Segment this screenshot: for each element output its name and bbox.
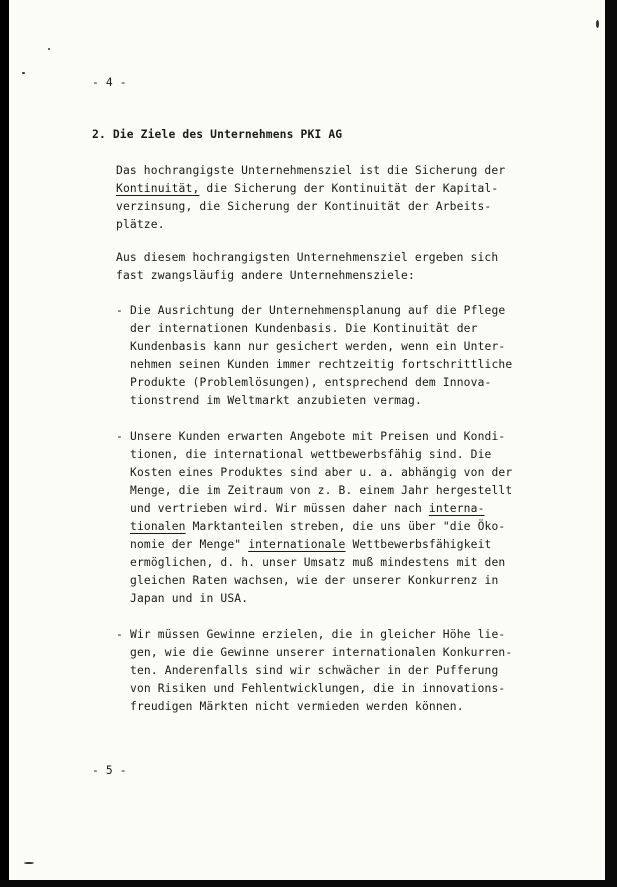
bullet-2-line: tionen, die international wettbewerbsfähig sind. Die	[130, 448, 492, 461]
scan-edge-right	[605, 0, 617, 887]
bullet-2-line: Menge, die im Zeitraum von z. B. einem Jahr hergestellt	[130, 484, 513, 497]
bullet-3-marker: -	[116, 628, 123, 641]
bullet-2-line: Kosten eines Produktes sind aber u. a. abhängig von der	[130, 466, 513, 479]
text-span: nomie der Menge"	[130, 538, 249, 551]
scan-speck	[596, 20, 599, 28]
bullet-1-line: Produkte (Problemlösungen), entsprechend dem Innova-	[130, 376, 492, 389]
text-span: die Sicherung der Kontinuität der Kapital-	[199, 182, 499, 195]
bullet-1-line: der internationen Kundenbasis. Die Kontinuität der	[130, 322, 478, 335]
scan-edge-bottom	[0, 880, 617, 887]
paragraph-2-line-2: fast zwangsläufig andere Unternehmensziele:	[116, 269, 415, 282]
bullet-2-marker: -	[116, 430, 123, 443]
underlined-term: tionalen	[130, 520, 186, 533]
bullet-2-line	[130, 538, 492, 552]
paragraph-1-line-3: verzinsung, die Sicherung der Kontinuität der Arbeits-	[116, 200, 492, 213]
bullet-3-line: Wir müssen Gewinne erzielen, die in gleicher Höhe lie-	[130, 628, 506, 641]
bullet-1-line: Kundenbasis kann nur gesichert werden, wenn ein Unter-	[130, 340, 506, 353]
page-number-top: - 4 -	[92, 76, 127, 89]
bullet-2-line: Japan und in USA.	[130, 592, 249, 605]
scan-speck	[48, 48, 50, 50]
bullet-1-line: nehmen seinen Kunden immer rechtzeitig fortschrittliche	[130, 358, 513, 371]
page-number-bottom: - 5 -	[92, 764, 127, 777]
paragraph-1-line-2	[116, 182, 498, 196]
bullet-2-line: ermöglichen, d. h. unser Umsatz muß mindestens mit den	[130, 556, 506, 569]
scan-speck	[22, 72, 25, 74]
text-span: Marktanteilen streben, die uns über "die Öko-	[185, 520, 506, 533]
paragraph-1-line-1: Das hochrangigste Unternehmensziel ist die Sicherung der	[116, 164, 506, 177]
bullet-3-line: gen, wie die Gewinne unserer internationalen Konkurren-	[130, 646, 513, 659]
bullet-1-marker: -	[116, 304, 123, 317]
bullet-2-line	[130, 502, 485, 516]
bullet-3-line: freudigen Märkten nicht vermieden werden können.	[130, 700, 464, 713]
paragraph-2-line-1: Aus diesem hochrangigsten Unternehmensziel ergeben sich	[116, 251, 499, 264]
underlined-term: interna-	[428, 502, 485, 515]
bullet-2-line	[130, 520, 505, 534]
bullet-2-line: gleichen Raten wachsen, wie der unserer Konkurrenz in	[130, 574, 499, 587]
underlined-term: internationale	[248, 538, 346, 551]
bullet-1-line: tionstrend im Weltmarkt anzubieten vermag.	[130, 394, 422, 407]
section-heading: 2. Die Ziele des Unternehmens PKI AG	[92, 128, 343, 141]
text-span: und vertrieben wird. Wir müssen daher nach	[130, 502, 429, 515]
bullet-1-line: Die Ausrichtung der Unternehmensplanung auf die Pflege	[130, 304, 506, 317]
scan-speck	[24, 862, 34, 864]
paragraph-1-line-4: plätze.	[116, 218, 165, 231]
bullet-3-line: ten. Anderenfalls sind wir schwächer in der Pufferung	[130, 664, 499, 677]
bullet-2-line: Unsere Kunden erwarten Angebote mit Preisen und Kondi-	[130, 430, 506, 443]
text-span: Wettbewerbsfähigkeit	[345, 538, 492, 551]
bullet-3-line: von Risiken und Fehlentwicklungen, die in innovations-	[130, 682, 506, 695]
underlined-term: Kontinuität,	[116, 182, 200, 195]
